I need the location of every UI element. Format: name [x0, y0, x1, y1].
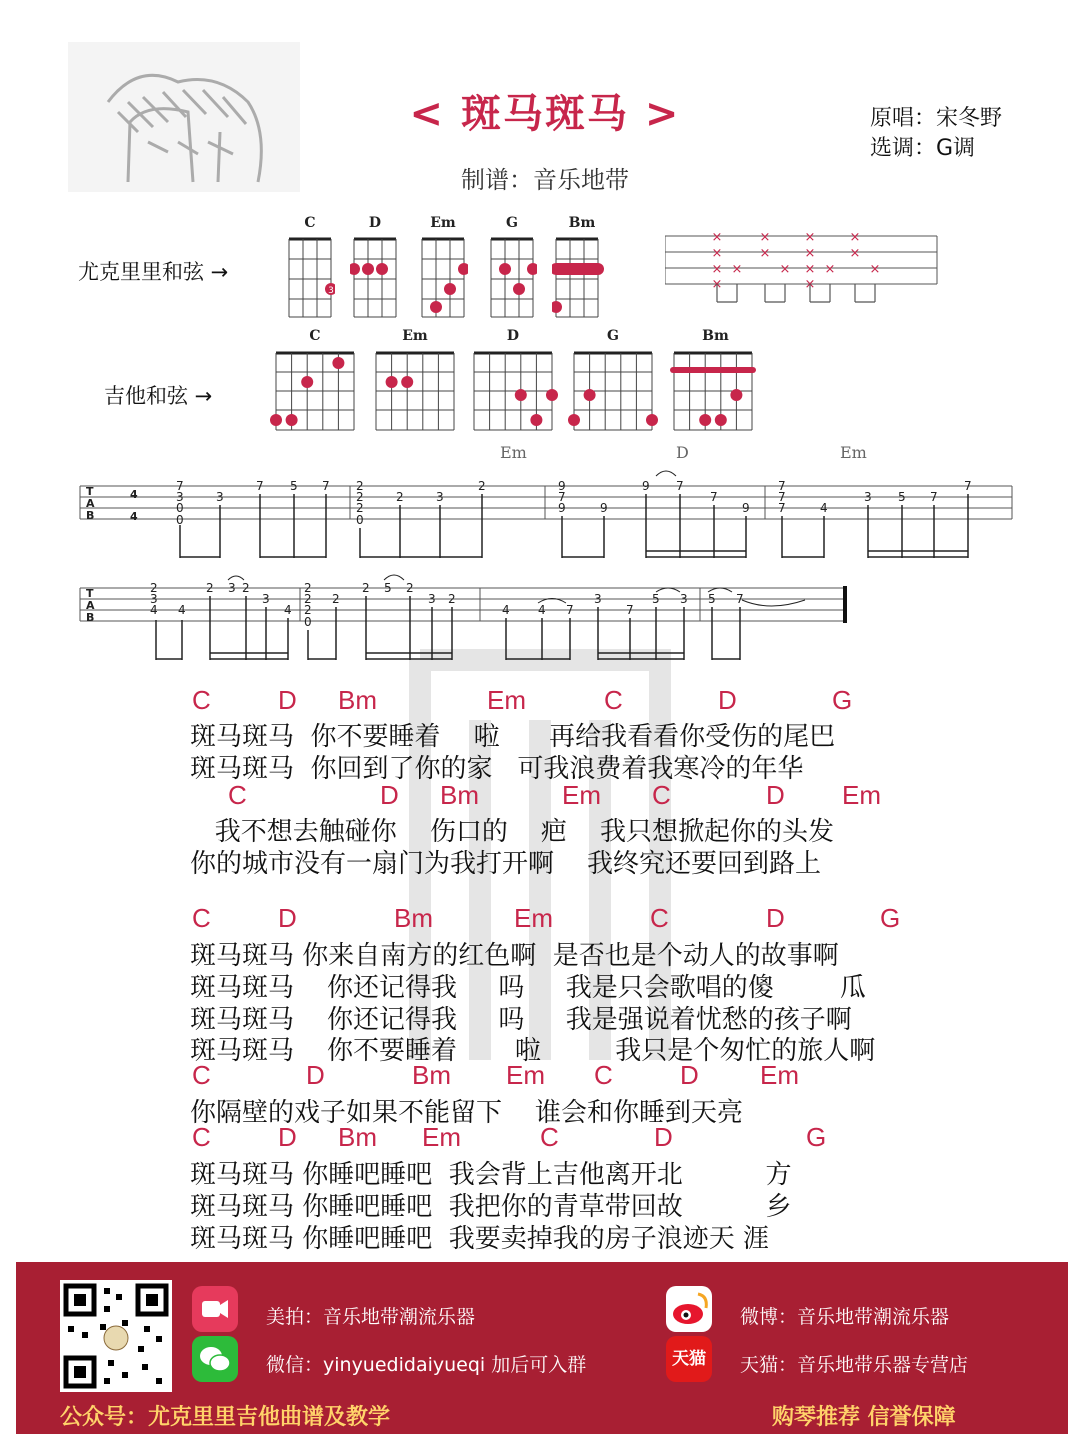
chord-symbol: D — [766, 903, 785, 933]
svg-text:×: × — [869, 262, 881, 277]
chord-symbol: G — [806, 1122, 827, 1152]
slogan: 购琴推荐 信誉保障 — [772, 1405, 956, 1430]
svg-text:3: 3 — [680, 592, 688, 606]
svg-text:5: 5 — [652, 592, 660, 606]
svg-text:7: 7 — [778, 479, 786, 493]
svg-text:0: 0 — [356, 513, 364, 527]
chord-symbol: C — [540, 1122, 559, 1152]
chord-symbol: C — [650, 903, 669, 933]
svg-text:2: 2 — [304, 592, 312, 606]
chord-name: Bm — [568, 215, 596, 231]
svg-text:3: 3 — [594, 592, 602, 606]
svg-text:×: × — [711, 262, 723, 277]
svg-text:T: T — [86, 485, 94, 498]
chord-symbol: C — [594, 1060, 613, 1090]
chord-symbol: D — [306, 1060, 325, 1090]
svg-text:3: 3 — [262, 592, 270, 606]
svg-text:2: 2 — [356, 490, 364, 504]
svg-text:2: 2 — [356, 501, 364, 515]
chord-symbol: D — [718, 685, 737, 715]
chord-symbol: D — [680, 1060, 699, 1090]
chord-symbol: Bm — [440, 780, 479, 810]
chord-symbol: Em — [487, 685, 526, 715]
svg-text:×: × — [804, 232, 816, 245]
lyric-line: 斑马斑马 你回到了你的家 可我浪费着我寒冷的年华 — [190, 754, 804, 784]
svg-text:7: 7 — [176, 479, 184, 493]
svg-text:2: 2 — [304, 581, 312, 595]
svg-text:0: 0 — [176, 513, 184, 527]
chord-name: Em — [402, 328, 428, 344]
chord-symbol: Bm — [412, 1060, 451, 1090]
svg-text:×: × — [731, 262, 743, 277]
tab-chord-mark: D — [676, 443, 689, 462]
svg-text:2: 2 — [206, 581, 214, 595]
svg-text:0: 0 — [304, 615, 312, 629]
svg-text:2: 2 — [396, 490, 404, 504]
svg-text:7: 7 — [322, 479, 330, 493]
svg-text:2: 2 — [332, 592, 340, 606]
svg-text:×: × — [711, 246, 723, 261]
svg-text:9: 9 — [558, 479, 566, 493]
svg-text:T: T — [86, 587, 94, 600]
chord-symbol: Bm — [394, 903, 433, 933]
public-account: 公众号：尤克里里吉他曲谱及教学 — [60, 1405, 391, 1430]
weibo-icon[interactable] — [666, 1286, 712, 1332]
svg-text:0: 0 — [176, 501, 184, 515]
svg-text:3: 3 — [436, 490, 444, 504]
chord-symbol: C — [192, 685, 211, 715]
chord-symbol: Bm — [338, 685, 377, 715]
tab-chord-mark: Em — [500, 443, 527, 462]
svg-text:×: × — [849, 246, 861, 261]
svg-text:×: × — [849, 232, 861, 245]
chord-symbol: C — [192, 1122, 211, 1152]
chord-symbol: C — [192, 903, 211, 933]
chord-symbol: D — [766, 780, 785, 810]
svg-text:9: 9 — [558, 501, 566, 515]
svg-text:A: A — [86, 599, 95, 612]
lyric-line: 你的城市没有一扇门为我打开啊 我终究还要回到路上 — [190, 849, 822, 879]
chord-symbol: Em — [422, 1122, 461, 1152]
chord-symbol: Em — [562, 780, 601, 810]
svg-text:7: 7 — [964, 479, 972, 493]
svg-text:4: 4 — [538, 603, 546, 617]
svg-text:7: 7 — [930, 490, 938, 504]
chord-symbol: G — [880, 903, 901, 933]
chord-symbol: C — [652, 780, 671, 810]
qr-code[interactable] — [60, 1280, 172, 1392]
page-title: < 斑马斑马 > — [409, 91, 681, 137]
chord-symbol: Em — [506, 1060, 545, 1090]
chord-symbol: Em — [760, 1060, 799, 1090]
svg-text:×: × — [779, 262, 791, 277]
svg-text:7: 7 — [256, 479, 264, 493]
svg-text:4: 4 — [284, 603, 292, 617]
wechat-icon[interactable] — [192, 1336, 238, 1382]
chord-symbol: D — [278, 903, 297, 933]
chord-name: C — [304, 215, 316, 231]
meipai-account: 美拍：音乐地带潮流乐器 — [266, 1306, 476, 1328]
tmall-store: 天猫：音乐地带乐器专营店 — [740, 1354, 969, 1376]
svg-text:3: 3 — [216, 490, 224, 504]
svg-text:×: × — [804, 262, 816, 277]
chord-symbol: D — [654, 1122, 673, 1152]
svg-text:3: 3 — [328, 286, 334, 296]
chord-name: C — [309, 328, 321, 344]
lyric-line: 斑马斑马 你还记得我 吗 我是只会歌唱的傻 瓜 — [190, 973, 866, 1003]
lyric-line: 斑马斑马 你不要睡着 啦 我只是个匆忙的旅人啊 — [190, 1036, 876, 1066]
lyric-line: 你隔壁的戏子如果不能留下 谁会和你睡到天亮 — [190, 1098, 744, 1128]
chord-name: D — [368, 215, 382, 231]
svg-text:3: 3 — [150, 592, 158, 606]
svg-text:7: 7 — [710, 490, 718, 504]
svg-text:×: × — [759, 246, 771, 261]
chord-name: Em — [430, 215, 456, 231]
svg-text:×: × — [804, 277, 816, 292]
svg-text:7: 7 — [558, 490, 566, 504]
svg-text:3: 3 — [228, 581, 236, 595]
svg-text:9: 9 — [642, 479, 650, 493]
lyric-line: 我不想去触碰你 伤口的 疤 我只想掀起你的头发 — [190, 817, 834, 847]
svg-text:2: 2 — [304, 603, 312, 617]
svg-text:2: 2 — [448, 592, 456, 606]
footer-banner — [16, 1262, 1068, 1434]
svg-text:7: 7 — [778, 490, 786, 504]
chord-name: Bm — [702, 328, 729, 344]
chord-symbol: D — [278, 685, 297, 715]
svg-text:×: × — [711, 277, 723, 292]
svg-text:2: 2 — [478, 479, 486, 493]
svg-text:4: 4 — [130, 510, 138, 523]
svg-text:2: 2 — [356, 479, 364, 493]
chord-symbol: C — [228, 780, 247, 810]
chord-name: G — [506, 215, 518, 231]
wechat-account: 微信：yinyuedidaiyueqi 加后可入群 — [266, 1354, 587, 1376]
svg-text:5: 5 — [898, 490, 906, 504]
meipai-icon[interactable] — [192, 1286, 238, 1332]
chord-symbol: C — [192, 1060, 211, 1090]
svg-text:7: 7 — [736, 592, 744, 606]
chord-symbol: G — [832, 685, 853, 715]
svg-text:5: 5 — [708, 592, 716, 606]
svg-text:7: 7 — [566, 603, 574, 617]
arranger-credit: 制谱：音乐地带 — [461, 166, 629, 194]
svg-text:A: A — [86, 497, 95, 510]
lyric-line: 斑马斑马 你睡吧睡吧 我要卖掉我的房子浪迹天 涯 — [190, 1224, 770, 1254]
svg-text:B: B — [86, 611, 95, 624]
weibo-account: 微博：音乐地带潮流乐器 — [740, 1306, 950, 1328]
svg-text:4: 4 — [820, 501, 828, 515]
tab-chord-mark: Em — [840, 443, 867, 462]
svg-text:2: 2 — [150, 581, 158, 595]
svg-text:2: 2 — [406, 581, 414, 595]
svg-text:4: 4 — [150, 603, 158, 617]
svg-text:B: B — [86, 509, 95, 522]
chord-symbol: Bm — [338, 1122, 377, 1152]
tablature — [0, 0, 1080, 680]
lyric-line: 斑马斑马 你睡吧睡吧 我把你的青草带回故 乡 — [190, 1192, 792, 1222]
lyric-line: 斑马斑马 你不要睡着 啦 再给我看看你受伤的尾巴 — [190, 722, 836, 752]
original-singer: 原唱：宋冬野 — [870, 106, 1003, 131]
svg-text:9: 9 — [600, 501, 608, 515]
svg-text:4: 4 — [130, 488, 138, 501]
chord-symbol: Em — [842, 780, 881, 810]
lyric-line: 斑马斑马 你睡吧睡吧 我会背上吉他离开北 方 — [190, 1160, 792, 1190]
svg-text:7: 7 — [778, 501, 786, 515]
svg-text:7: 7 — [626, 603, 634, 617]
chord-symbol: D — [278, 1122, 297, 1152]
svg-text:5: 5 — [384, 581, 392, 595]
svg-text:×: × — [804, 246, 816, 261]
chord-symbol: Em — [514, 903, 553, 933]
ukulele-chords-label: 尤克里里和弦 → — [78, 260, 229, 284]
chord-symbol: D — [380, 780, 399, 810]
lyric-line: 斑马斑马 你来自南方的红色啊 是否也是个动人的故事啊 — [190, 941, 839, 971]
svg-text:4: 4 — [178, 603, 186, 617]
song-key: 选调：G调 — [870, 136, 976, 161]
svg-text:2: 2 — [362, 581, 370, 595]
svg-text:2: 2 — [242, 581, 250, 595]
chord-name: D — [506, 328, 520, 344]
lyric-line: 斑马斑马 你还记得我 吗 我是强说着忧愁的孩子啊 — [190, 1005, 852, 1035]
svg-text:3: 3 — [176, 490, 184, 504]
chord-name: G — [607, 328, 619, 344]
guitar-chords-label: 吉他和弦 → — [104, 384, 213, 408]
svg-text:3: 3 — [864, 490, 872, 504]
tmall-icon[interactable]: 天猫 — [666, 1336, 712, 1382]
svg-text:×: × — [711, 232, 723, 245]
svg-text:×: × — [759, 232, 771, 245]
svg-text:×: × — [824, 262, 836, 277]
chord-symbol: C — [604, 685, 623, 715]
svg-text:3: 3 — [428, 592, 436, 606]
svg-text:7: 7 — [676, 479, 684, 493]
svg-text:4: 4 — [502, 603, 510, 617]
svg-text:5: 5 — [290, 479, 298, 493]
svg-text:9: 9 — [742, 501, 750, 515]
